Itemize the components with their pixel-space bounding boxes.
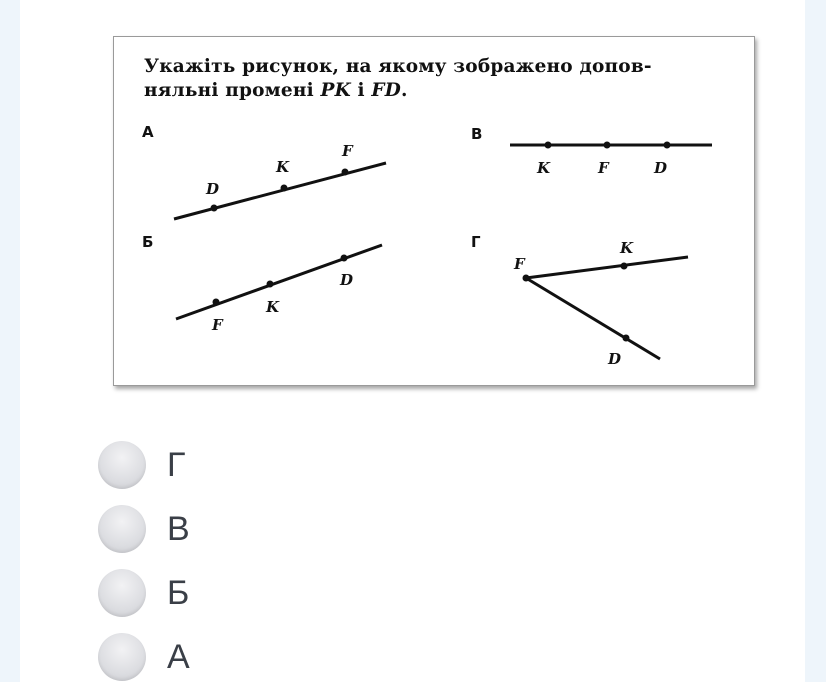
panel-v-label-f: F bbox=[598, 159, 609, 177]
panel-a-label: А bbox=[142, 123, 154, 141]
answer-label-b: Б bbox=[167, 573, 190, 612]
ray-2-name: FD bbox=[371, 80, 401, 101]
ray-1-name: PK bbox=[320, 80, 351, 101]
panel-g-ray-k bbox=[526, 257, 688, 278]
answer-option-b[interactable] bbox=[98, 568, 498, 618]
panel-a-label-d: D bbox=[206, 180, 220, 198]
radio-button-b[interactable] bbox=[98, 569, 146, 617]
panel-g-point-k bbox=[621, 263, 628, 270]
panel-a-label-f: F bbox=[342, 142, 353, 160]
panel-v-point-k bbox=[545, 142, 552, 149]
question-line-1: Укажіть рисунок, на якому зображено допов- bbox=[144, 56, 652, 77]
panel-g-ray-d bbox=[526, 278, 660, 359]
panel-b-label-k: K bbox=[266, 298, 280, 316]
answer-option-a[interactable] bbox=[98, 632, 498, 682]
radio-button-a[interactable] bbox=[98, 633, 146, 681]
panel-g-label-f: F bbox=[514, 255, 525, 273]
panel-a-label-k: K bbox=[276, 158, 290, 176]
question-figure bbox=[113, 36, 755, 386]
answer-label-v: В bbox=[167, 509, 190, 548]
panel-g-point-f bbox=[523, 275, 530, 282]
panel-v-point-f bbox=[604, 142, 611, 149]
panel-a-point-k bbox=[281, 185, 288, 192]
panel-v-label: В bbox=[471, 125, 483, 143]
panel-g-label-d: D bbox=[608, 350, 622, 368]
panel-v-label-k: K bbox=[537, 159, 551, 177]
panel-b-label: Б bbox=[142, 233, 154, 251]
answer-option-v[interactable] bbox=[98, 504, 498, 554]
panel-b-label-f: F bbox=[212, 316, 223, 334]
answer-option-g[interactable] bbox=[98, 440, 498, 490]
answer-label-a: А bbox=[167, 637, 190, 676]
rays-diagram bbox=[114, 37, 754, 385]
panel-a-point-f bbox=[342, 169, 349, 176]
panel-v-label-d: D bbox=[654, 159, 668, 177]
radio-button-g[interactable] bbox=[98, 441, 146, 489]
panel-b-point-k bbox=[267, 281, 274, 288]
question-card bbox=[20, 0, 805, 682]
question-end: . bbox=[400, 80, 408, 101]
panel-b-point-f bbox=[213, 299, 220, 306]
panel-b-point-d bbox=[341, 255, 348, 262]
panel-v-point-d bbox=[664, 142, 671, 149]
panel-g-label-k: K bbox=[620, 239, 634, 257]
panel-b-label-d: D bbox=[340, 271, 354, 289]
question-line-2: няльні промені bbox=[144, 80, 321, 101]
answer-label-g: Г bbox=[167, 445, 186, 484]
conjunction: і bbox=[350, 80, 372, 101]
panel-g-label: Г bbox=[471, 233, 481, 251]
panel-a-point-d bbox=[211, 205, 218, 212]
radio-button-v[interactable] bbox=[98, 505, 146, 553]
panel-g-point-d bbox=[623, 335, 630, 342]
